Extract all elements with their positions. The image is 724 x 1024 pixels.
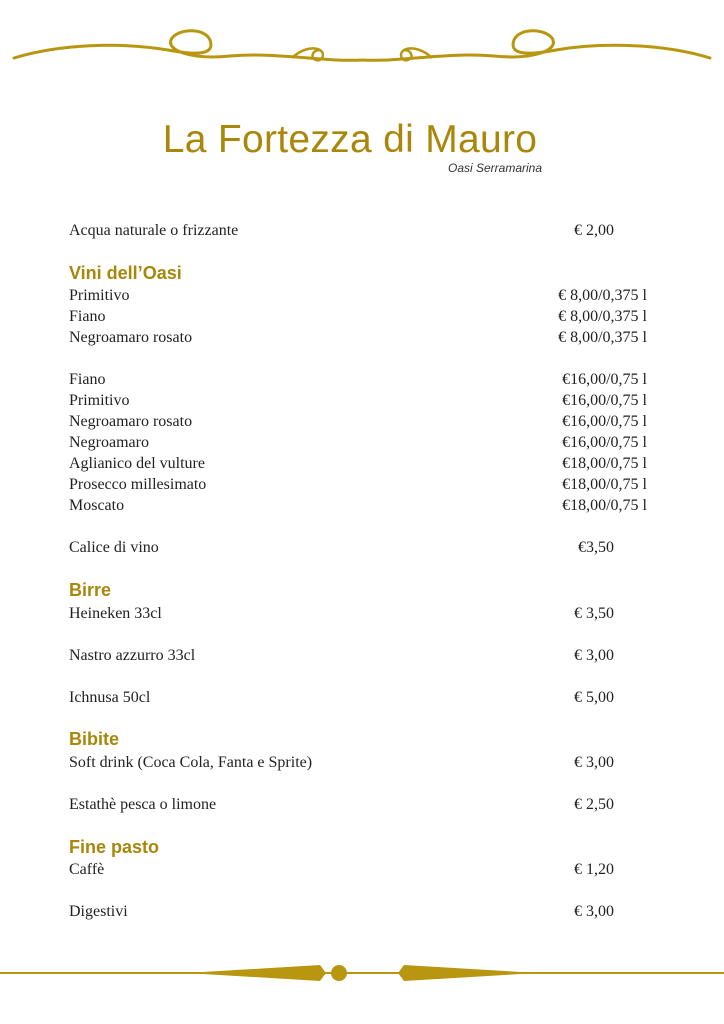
item-label: Acqua naturale o frizzante [69,222,239,239]
item-label: Heineken 33cl [69,605,162,622]
item-price: € 8,00/0,375 l [558,308,647,325]
menu-item-wine-bottle [69,496,647,516]
menu-item-wine-bottle [69,475,647,495]
item-label: Moscato [69,497,125,514]
page-title: La Fortezza di Mauro [162,118,538,161]
item-label: Negroamaro rosato [69,413,193,430]
item-price: €18,00/0,75 l [562,455,647,472]
menu-item-wine-glass [69,538,647,558]
item-label: Aglianico del vulture [69,455,205,472]
item-price: € 2,00 [574,222,614,239]
item-label: Fiano [69,308,106,325]
top-flourish-ornament [0,20,724,70]
item-label: Ichnusa 50cl [69,689,151,706]
item-price: € 3,00 [574,647,614,664]
menu-item-water [69,221,647,241]
item-label: Calice di vino [69,539,159,556]
menu-item-wine-half [69,328,647,348]
item-price: €18,00/0,75 l [562,497,647,514]
menu-item-drink [69,795,647,815]
menu-item-beer [69,688,647,708]
item-label: Nastro azzurro 33cl [69,647,196,664]
menu-item-beer [69,604,647,624]
item-label: Negroamaro [69,434,149,451]
section-heading-drinks: Bibite [69,729,120,749]
bottom-divider-ornament [0,958,724,988]
item-label: Estathè pesca o limone [69,796,217,813]
section-heading-beers: Birre [69,580,112,600]
item-price: € 5,00 [574,689,614,706]
item-price: € 8,00/0,375 l [558,329,647,346]
item-label: Digestivi [69,903,128,920]
item-price: €16,00/0,75 l [562,371,647,388]
menu-item-wine-bottle [69,433,647,453]
menu-item-beer [69,646,647,666]
item-label: Soft drink (Coca Cola, Fanta e Sprite) [69,754,313,771]
menu-item-wine-bottle [69,412,647,432]
item-price: € 1,20 [574,861,614,878]
menu-item-wine-bottle [69,454,647,474]
item-price: €18,00/0,75 l [562,476,647,493]
menu-item-end [69,902,647,922]
menu-item-wine-half [69,286,647,306]
menu-item-end [69,860,647,880]
item-label: Primitivo [69,392,130,409]
item-price: € 3,00 [574,903,614,920]
section-heading-wines: Vini dell’Oasi [69,263,182,283]
item-price: € 3,00 [574,754,614,771]
menu-item-wine-half [69,307,647,327]
item-label: Prosecco millesimato [69,476,207,493]
item-price: € 2,50 [574,796,614,813]
item-label: Negroamaro rosato [69,329,193,346]
item-label: Primitivo [69,287,130,304]
page-subtitle: Oasi Serramarina [448,161,543,175]
item-label: Caffè [69,861,105,878]
item-price: € 3,50 [574,605,614,622]
item-label: Fiano [69,371,106,388]
item-price: € 8,00/0,375 l [558,287,647,304]
item-price: €16,00/0,75 l [562,434,647,451]
item-price: €16,00/0,75 l [562,392,647,409]
menu-item-wine-bottle [69,370,647,390]
menu-item-wine-bottle [69,391,647,411]
item-price: €16,00/0,75 l [562,413,647,430]
item-price: €3,50 [578,539,614,556]
menu-item-drink [69,753,647,773]
section-heading-end-of-meal: Fine pasto [69,837,160,857]
